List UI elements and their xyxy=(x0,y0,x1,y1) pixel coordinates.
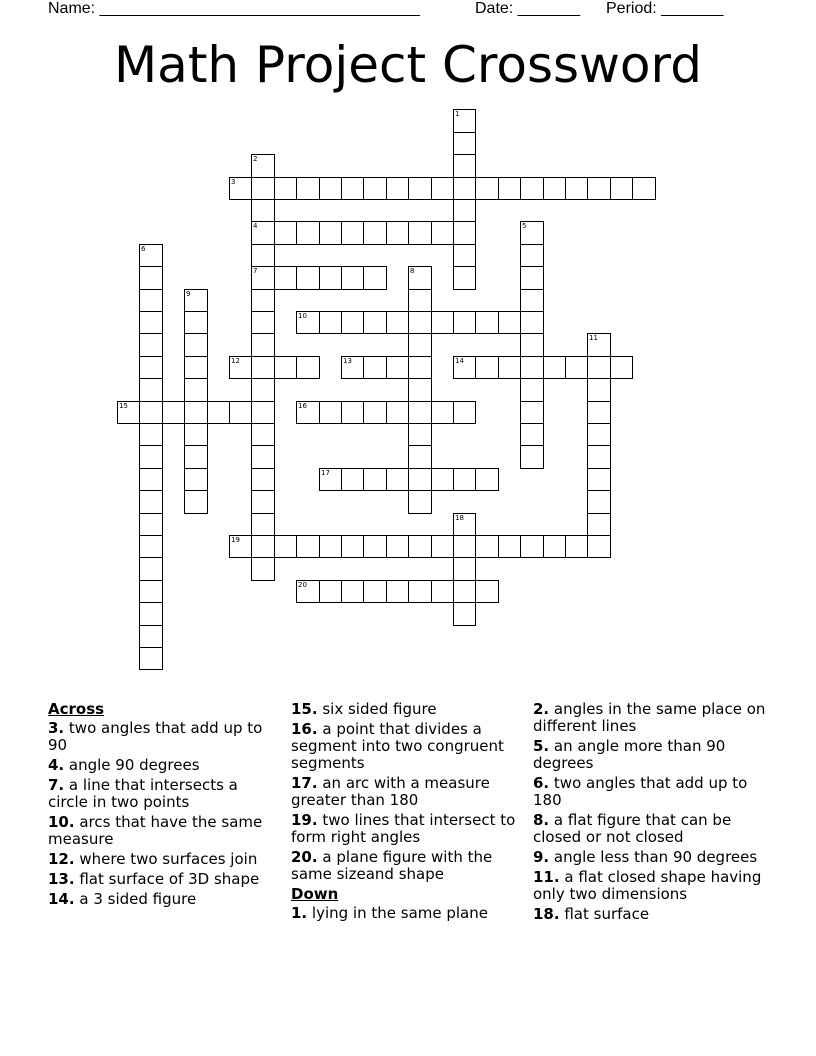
grid-cell[interactable] xyxy=(296,580,320,603)
grid-cell[interactable] xyxy=(587,423,611,446)
grid-cell[interactable] xyxy=(363,468,387,491)
clue-across-20: 20. a plane figure with the same sizeand shape xyxy=(291,848,493,883)
clue-across-14: 14. a 3 sided figure xyxy=(48,890,197,908)
grid-cell[interactable] xyxy=(184,445,208,469)
grid-cell[interactable] xyxy=(386,468,409,491)
grid-cell[interactable] xyxy=(408,468,432,491)
clue-number-label: 7 xyxy=(253,267,258,275)
clue-across-19: 19. two lines that intersect to form right angles xyxy=(291,811,516,846)
grid-cell[interactable] xyxy=(408,289,432,312)
grid-cell[interactable] xyxy=(274,266,297,290)
grid-cell[interactable] xyxy=(139,490,163,514)
grid-cell[interactable] xyxy=(520,445,544,469)
grid-cell[interactable] xyxy=(184,468,208,491)
clue-across-7: 7. a line that intersects a circle in two points xyxy=(48,776,238,811)
grid-cell[interactable] xyxy=(453,154,476,178)
clue-number-label: 19 xyxy=(231,536,240,544)
across-heading: Across xyxy=(48,700,105,718)
grid-cell[interactable] xyxy=(319,535,342,558)
grid-cell[interactable] xyxy=(408,333,432,357)
grid-cell[interactable] xyxy=(251,356,275,379)
grid-cell[interactable] xyxy=(431,177,454,200)
clue-number-label: 9 xyxy=(186,290,191,298)
grid-cell[interactable] xyxy=(431,535,454,558)
grid-cell[interactable] xyxy=(431,401,454,424)
grid-cell[interactable] xyxy=(139,580,163,603)
grid-cell[interactable] xyxy=(565,535,588,558)
clue-number-label: 12 xyxy=(231,357,240,365)
grid-cell[interactable] xyxy=(386,356,409,379)
grid-cell[interactable] xyxy=(498,311,521,334)
grid-cell[interactable] xyxy=(587,535,611,558)
grid-cell[interactable] xyxy=(632,177,656,200)
grid-cell[interactable] xyxy=(408,311,432,334)
grid-cell[interactable] xyxy=(139,378,163,402)
grid-cell[interactable] xyxy=(184,356,208,379)
grid-cell[interactable] xyxy=(453,132,476,155)
grid-cell[interactable] xyxy=(251,177,275,200)
clue-down-1: 1. lying in the same plane xyxy=(291,904,488,922)
grid-cell[interactable] xyxy=(139,445,163,469)
grid-cell[interactable] xyxy=(319,177,342,200)
grid-cell[interactable] xyxy=(543,535,566,558)
clue-number-label: 10 xyxy=(298,312,307,320)
clue-number-label: 16 xyxy=(298,402,307,410)
grid-cell[interactable] xyxy=(251,423,275,446)
grid-cell[interactable] xyxy=(184,333,208,357)
grid-cell[interactable] xyxy=(341,468,364,491)
grid-cell[interactable] xyxy=(139,468,163,491)
period-field-label: Period: _______ xyxy=(606,0,724,17)
grid-cell[interactable] xyxy=(319,221,342,245)
grid-cell[interactable] xyxy=(453,557,476,581)
grid-cell[interactable] xyxy=(296,535,320,558)
clue-number-label: 2 xyxy=(253,155,258,163)
grid-cell[interactable] xyxy=(453,109,476,133)
down-heading: Down xyxy=(291,885,339,903)
date-field-label: Date: _______ xyxy=(475,0,580,17)
grid-cell[interactable] xyxy=(117,401,140,424)
grid-cell[interactable] xyxy=(587,513,611,536)
grid-cell[interactable] xyxy=(251,490,275,514)
grid-cell[interactable] xyxy=(587,356,611,379)
grid-cell[interactable] xyxy=(587,333,611,357)
clue-down-2: 2. angles in the same place on different lines xyxy=(533,700,766,735)
clue-number-label: 11 xyxy=(589,334,598,342)
grid-cell[interactable] xyxy=(408,356,432,379)
grid-cell[interactable] xyxy=(184,289,208,312)
grid-cell[interactable] xyxy=(251,535,275,558)
grid-cell[interactable] xyxy=(386,401,409,424)
grid-cell[interactable] xyxy=(453,199,476,222)
grid-cell[interactable] xyxy=(139,557,163,581)
grid-cell[interactable] xyxy=(139,401,163,424)
grid-cell[interactable] xyxy=(453,535,476,558)
grid-cell[interactable] xyxy=(251,244,275,267)
grid-cell[interactable] xyxy=(520,423,544,446)
grid-cell[interactable] xyxy=(408,535,432,558)
grid-cell[interactable] xyxy=(408,221,432,245)
grid-cell[interactable] xyxy=(543,356,566,379)
grid-cell[interactable] xyxy=(498,177,521,200)
clue-number-label: 18 xyxy=(455,514,464,522)
grid-cell[interactable] xyxy=(520,266,544,290)
grid-cell[interactable] xyxy=(251,513,275,536)
grid-cell[interactable] xyxy=(251,378,275,402)
clue-down-9: 9. angle less than 90 degrees xyxy=(533,848,758,866)
grid-cell[interactable] xyxy=(475,580,499,603)
grid-cell[interactable] xyxy=(296,177,320,200)
grid-cell[interactable] xyxy=(139,289,163,312)
grid-cell[interactable] xyxy=(610,177,633,200)
grid-cell[interactable] xyxy=(363,356,387,379)
grid-cell[interactable] xyxy=(251,445,275,469)
grid-cell[interactable] xyxy=(363,535,387,558)
grid-cell[interactable] xyxy=(475,356,499,379)
grid-cell[interactable] xyxy=(363,177,387,200)
clue-across-15: 15. six sided figure xyxy=(291,700,437,718)
grid-cell[interactable] xyxy=(475,177,499,200)
grid-cell[interactable] xyxy=(587,490,611,514)
grid-cell[interactable] xyxy=(543,177,566,200)
grid-cell[interactable] xyxy=(139,423,163,446)
grid-cell[interactable] xyxy=(229,535,252,558)
grid-cell[interactable] xyxy=(207,401,230,424)
grid-cell[interactable] xyxy=(520,177,544,200)
grid-cell[interactable] xyxy=(587,378,611,402)
grid-cell[interactable] xyxy=(296,221,320,245)
grid-cell[interactable] xyxy=(431,580,454,603)
grid-cell[interactable] xyxy=(229,177,252,200)
clue-column-1 xyxy=(48,701,278,911)
grid-cell[interactable] xyxy=(363,221,387,245)
grid-cell[interactable] xyxy=(363,311,387,334)
grid-cell[interactable] xyxy=(408,490,432,514)
clue-number-label: 4 xyxy=(253,222,258,230)
grid-cell[interactable] xyxy=(341,177,364,200)
grid-cell[interactable] xyxy=(251,266,275,290)
grid-cell[interactable] xyxy=(408,580,432,603)
grid-cell[interactable] xyxy=(453,513,476,536)
grid-cell[interactable] xyxy=(520,289,544,312)
grid-cell[interactable] xyxy=(453,602,476,626)
clue-column-3 xyxy=(533,701,773,926)
grid-cell[interactable] xyxy=(184,401,208,424)
clue-number-label: 6 xyxy=(141,245,146,253)
clue-number-label: 3 xyxy=(231,178,236,186)
grid-cell[interactable] xyxy=(251,154,275,178)
grid-cell[interactable] xyxy=(341,580,364,603)
clue-number-label: 1 xyxy=(455,110,460,118)
grid-cell[interactable] xyxy=(520,535,544,558)
grid-cell[interactable] xyxy=(453,266,476,290)
grid-cell[interactable] xyxy=(319,266,342,290)
grid-cell[interactable] xyxy=(274,356,297,379)
grid-cell[interactable] xyxy=(296,311,320,334)
grid-cell[interactable] xyxy=(251,199,275,222)
grid-cell[interactable] xyxy=(587,177,611,200)
grid-cell[interactable] xyxy=(520,401,544,424)
grid-cell[interactable] xyxy=(520,221,544,245)
grid-cell[interactable] xyxy=(610,356,633,379)
grid-cell[interactable] xyxy=(408,445,432,469)
grid-cell[interactable] xyxy=(587,401,611,424)
grid-cell[interactable] xyxy=(453,244,476,267)
grid-cell[interactable] xyxy=(453,468,476,491)
grid-cell[interactable] xyxy=(565,177,588,200)
grid-cell[interactable] xyxy=(386,177,409,200)
grid-cell[interactable] xyxy=(341,266,364,290)
grid-cell[interactable] xyxy=(251,221,275,245)
name-field-label: Name: ____________________________________ xyxy=(48,0,420,17)
clue-number-label: 15 xyxy=(119,402,128,410)
clue-across-13: 13. flat surface of 3D shape xyxy=(48,870,260,888)
grid-cell[interactable] xyxy=(453,356,476,379)
grid-cell[interactable] xyxy=(475,468,499,491)
grid-cell[interactable] xyxy=(453,221,476,245)
grid-cell[interactable] xyxy=(565,356,588,379)
grid-cell[interactable] xyxy=(587,468,611,491)
grid-cell[interactable] xyxy=(274,177,297,200)
grid-cell[interactable] xyxy=(475,311,499,334)
grid-cell[interactable] xyxy=(453,177,476,200)
grid-cell[interactable] xyxy=(139,513,163,536)
grid-cell[interactable] xyxy=(475,535,499,558)
grid-cell[interactable] xyxy=(408,423,432,446)
grid-cell[interactable] xyxy=(431,221,454,245)
grid-cell[interactable] xyxy=(341,401,364,424)
grid-cell[interactable] xyxy=(274,535,297,558)
grid-cell[interactable] xyxy=(251,468,275,491)
grid-cell[interactable] xyxy=(587,445,611,469)
grid-cell[interactable] xyxy=(408,266,432,290)
grid-cell[interactable] xyxy=(139,244,163,267)
grid-cell[interactable] xyxy=(139,602,163,626)
grid-cell[interactable] xyxy=(296,266,320,290)
grid-cell[interactable] xyxy=(251,401,275,424)
grid-cell[interactable] xyxy=(386,580,409,603)
clue-number-label: 5 xyxy=(522,222,527,230)
grid-cell[interactable] xyxy=(408,378,432,402)
grid-cell[interactable] xyxy=(319,311,342,334)
clue-number-label: 20 xyxy=(298,581,307,589)
grid-cell[interactable] xyxy=(184,490,208,514)
clue-number-label: 14 xyxy=(455,357,464,365)
grid-cell[interactable] xyxy=(319,580,342,603)
clue-across-17: 17. an arc with a measure greater than 180 xyxy=(291,774,490,809)
grid-cell[interactable] xyxy=(139,266,163,290)
grid-cell[interactable] xyxy=(520,356,544,379)
grid-cell[interactable] xyxy=(453,401,476,424)
grid-cell[interactable] xyxy=(408,177,432,200)
grid-cell[interactable] xyxy=(139,311,163,334)
clue-down-11: 11. a flat closed shape having only two dimensions xyxy=(533,868,762,903)
clue-down-18: 18. flat surface xyxy=(533,905,650,923)
clue-across-3: 3. two angles that add up to 90 xyxy=(48,719,263,754)
grid-cell[interactable] xyxy=(498,535,521,558)
grid-cell[interactable] xyxy=(139,535,163,558)
grid-cell[interactable] xyxy=(184,378,208,402)
grid-cell[interactable] xyxy=(251,333,275,357)
grid-cell[interactable] xyxy=(431,311,454,334)
grid-cell[interactable] xyxy=(162,401,185,424)
grid-cell[interactable] xyxy=(408,401,432,424)
grid-cell[interactable] xyxy=(363,580,387,603)
grid-cell[interactable] xyxy=(251,557,275,581)
grid-cell[interactable] xyxy=(363,401,387,424)
clue-down-6: 6. two angles that add up to 180 xyxy=(533,774,748,809)
grid-cell[interactable] xyxy=(341,356,364,379)
grid-cell[interactable] xyxy=(229,401,252,424)
grid-cell[interactable] xyxy=(139,647,163,670)
grid-cell[interactable] xyxy=(319,468,342,491)
grid-cell[interactable] xyxy=(498,356,521,379)
grid-cell[interactable] xyxy=(431,468,454,491)
grid-cell[interactable] xyxy=(296,401,320,424)
grid-cell[interactable] xyxy=(229,356,252,379)
grid-cell[interactable] xyxy=(520,244,544,267)
grid-cell[interactable] xyxy=(386,535,409,558)
grid-cell[interactable] xyxy=(453,580,476,603)
grid-cell[interactable] xyxy=(520,311,544,334)
grid-cell[interactable] xyxy=(251,289,275,312)
grid-cell[interactable] xyxy=(341,535,364,558)
grid-cell[interactable] xyxy=(139,625,163,648)
clue-across-10: 10. arcs that have the same measure xyxy=(48,813,263,848)
grid-cell[interactable] xyxy=(341,311,364,334)
grid-cell[interactable] xyxy=(386,311,409,334)
clue-across-16: 16. a point that divides a segment into two congruent segments xyxy=(291,720,504,772)
page-title: Math Project Crossword xyxy=(114,36,702,94)
grid-cell[interactable] xyxy=(319,401,342,424)
grid-cell[interactable] xyxy=(296,356,320,379)
grid-cell[interactable] xyxy=(341,221,364,245)
clue-across-12: 12. where two surfaces join xyxy=(48,850,258,868)
clue-number-label: 13 xyxy=(343,357,352,365)
grid-cell[interactable] xyxy=(520,333,544,357)
clue-down-5: 5. an angle more than 90 degrees xyxy=(533,737,726,772)
grid-cell[interactable] xyxy=(453,311,476,334)
clue-number-label: 8 xyxy=(410,267,415,275)
grid-cell[interactable] xyxy=(520,378,544,402)
grid-cell[interactable] xyxy=(139,333,163,357)
grid-cell[interactable] xyxy=(274,221,297,245)
grid-cell[interactable] xyxy=(386,221,409,245)
grid-cell[interactable] xyxy=(184,311,208,334)
grid-cell[interactable] xyxy=(139,356,163,379)
clue-column-2 xyxy=(291,701,521,925)
clue-down-8: 8. a flat figure that can be closed or not closed xyxy=(533,811,732,846)
grid-cell[interactable] xyxy=(363,266,387,290)
grid-cell[interactable] xyxy=(251,311,275,334)
grid-cell[interactable] xyxy=(184,423,208,446)
clue-across-4: 4. angle 90 degrees xyxy=(48,756,200,774)
clue-number-label: 17 xyxy=(321,469,330,477)
